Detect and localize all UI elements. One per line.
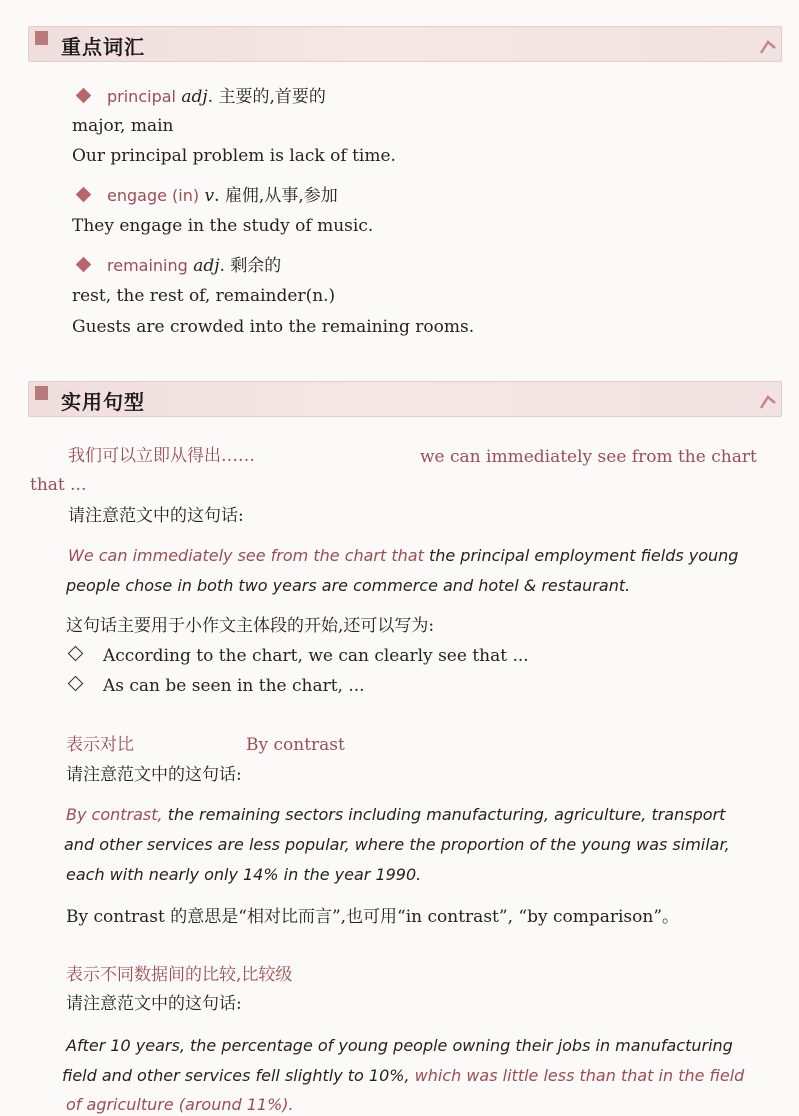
pattern-2-example-line-1 bbox=[66, 804, 725, 826]
vocab-word: remaining bbox=[107, 256, 188, 275]
vocab-word: engage (in) bbox=[107, 186, 200, 205]
section-marker bbox=[35, 31, 48, 45]
pattern-1-en-cont: that ... bbox=[30, 475, 87, 495]
section-marker bbox=[35, 386, 48, 400]
pattern-3-example-line-3: of agriculture (around 11%). bbox=[66, 1095, 294, 1114]
vocab-meaning: 剩余的 bbox=[230, 256, 282, 276]
diamond-bullet-icon bbox=[76, 88, 92, 104]
diamond-bullet-icon bbox=[76, 187, 92, 203]
example-highlight: which was little less than that in the field bbox=[414, 1066, 745, 1085]
section-header-vocab bbox=[28, 26, 782, 62]
vocab-pos: adj bbox=[181, 87, 208, 107]
pattern-1-cn: 我们可以立即从得出…… bbox=[68, 446, 255, 466]
pattern-2-note: 请注意范文中的这句话: bbox=[66, 765, 242, 785]
vocab-entry-3-head: remaining adj. 剩余的 bbox=[72, 255, 281, 277]
corner-arrow-icon bbox=[759, 394, 777, 410]
pattern-3-note: 请注意范文中的这句话: bbox=[66, 994, 242, 1014]
pattern-2-example-line-2: and other services are less popular, where the proportion of the young was similar, bbox=[64, 835, 730, 854]
vocab-entry-1-head: principal adj. 主要的,首要的 bbox=[72, 86, 326, 108]
pattern-3-cn: 表示不同数据间的比较,比较级 bbox=[66, 965, 293, 985]
vocab-word: principal bbox=[107, 87, 176, 106]
vocab-example: Guests are crowded into the remaining rooms. bbox=[72, 317, 475, 337]
pattern-2-example-line-3: each with nearly only 14% in the year 1990. bbox=[66, 865, 422, 884]
pattern-1-en: we can immediately see from the chart bbox=[420, 447, 757, 467]
vocab-entry-2-head: engage (in) v. 雇佣,从事,参加 bbox=[72, 185, 338, 207]
vocab-pos: adj bbox=[193, 256, 220, 276]
pattern-1-alt-2 bbox=[66, 675, 365, 697]
pattern-3-example-line-1: After 10 years, the percentage of young people owning their jobs in manufacturing bbox=[66, 1036, 733, 1055]
example-text: the remaining sectors including manufacturing, agriculture, transport bbox=[162, 805, 726, 824]
hollow-diamond-icon bbox=[68, 646, 84, 662]
alt-text: According to the chart, we can clearly see that ... bbox=[103, 646, 529, 666]
alt-text: As can be seen in the chart, ... bbox=[103, 676, 365, 696]
pattern-1-example-line-1 bbox=[68, 545, 738, 567]
vocab-synonyms: rest, the rest of, remainder(n.) bbox=[72, 286, 336, 306]
pattern-1-note: 请注意范文中的这句话: bbox=[68, 506, 244, 526]
example-highlight: We can immediately see from the chart that bbox=[68, 546, 424, 565]
corner-arrow-icon bbox=[759, 39, 777, 55]
pattern-2-en: By contrast bbox=[246, 735, 345, 755]
example-text: the principal employment fields young bbox=[423, 546, 739, 565]
vocab-meaning: 雇佣,从事,参加 bbox=[224, 186, 338, 206]
pattern-1-example-line-2: people chose in both two years are commerce and hotel & restaurant. bbox=[66, 576, 631, 595]
section-title: 实用句型 bbox=[61, 390, 145, 414]
vocab-example: They engage in the study of music. bbox=[72, 216, 374, 236]
vocab-meaning: 主要的,首要的 bbox=[218, 87, 326, 107]
diamond-bullet-icon bbox=[76, 257, 92, 273]
pattern-3-example-line-2 bbox=[62, 1065, 744, 1087]
pattern-1-alt-1 bbox=[66, 645, 529, 667]
vocab-example: Our principal problem is lack of time. bbox=[72, 146, 396, 166]
pattern-2-explain: By contrast 的意思是“相对比而言”,也可用“in contrast”, “by comparison”。 bbox=[66, 907, 680, 927]
example-highlight: By contrast, bbox=[66, 805, 163, 824]
section-title: 重点词汇 bbox=[61, 35, 145, 59]
vocab-pos: v bbox=[204, 186, 215, 206]
example-text: field and other services fell slightly to 10%, bbox=[62, 1066, 415, 1085]
pattern-2-cn: 表示对比 bbox=[66, 735, 134, 755]
section-header-patterns bbox=[28, 381, 782, 417]
pattern-1-usage: 这句话主要用于小作文主体段的开始,还可以写为: bbox=[66, 616, 435, 636]
vocab-synonyms: major, main bbox=[72, 116, 174, 136]
hollow-diamond-icon bbox=[68, 676, 84, 692]
